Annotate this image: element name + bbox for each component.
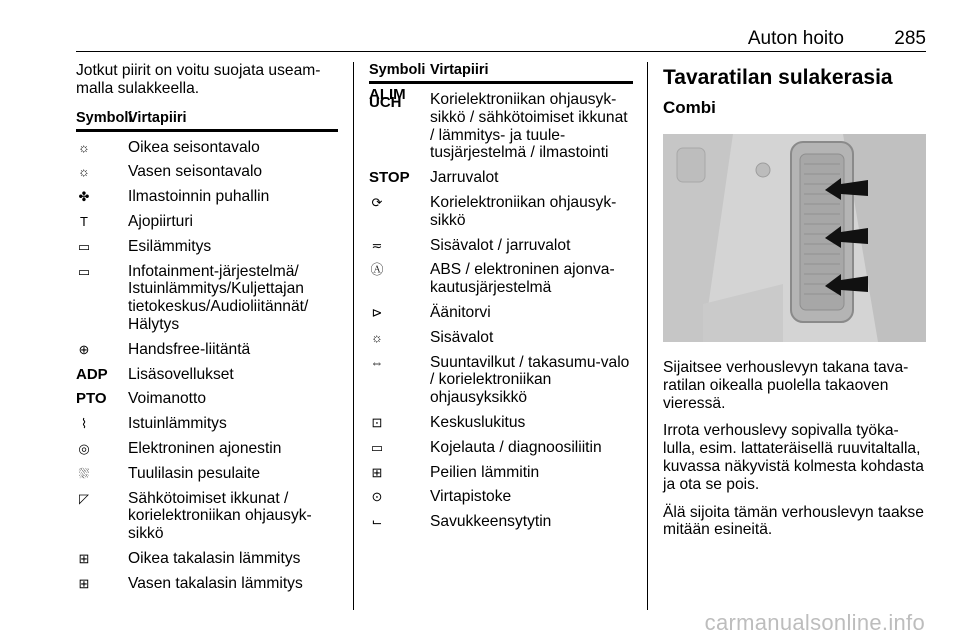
circuit-name: Istuinlämmitys bbox=[128, 415, 227, 433]
circuit-name: Lisäsovellukset bbox=[128, 365, 234, 383]
abs-icon: Ⓐ bbox=[370, 262, 384, 278]
mirror-heating-icon: ⊞ bbox=[371, 464, 383, 480]
circuit-name: Sähkötoimiset ikkunat / korielektroniikan ohjausyk-sikkö bbox=[128, 489, 312, 543]
table-row bbox=[369, 237, 633, 255]
table-row bbox=[76, 341, 338, 359]
interior-lamp-icon: ☼ bbox=[371, 329, 383, 345]
circuit-name: ABS / elektroninen ajonva-kautusjärjestelmä bbox=[430, 261, 615, 297]
symbol-text: ADP bbox=[76, 365, 108, 383]
body-control-icon bbox=[369, 194, 430, 212]
circuit-name: Esilämmitys bbox=[128, 237, 212, 255]
table-header bbox=[369, 62, 633, 84]
tachograph-icon bbox=[76, 213, 128, 231]
infotainment-icon bbox=[76, 263, 128, 281]
right-parking-light-icon bbox=[76, 139, 128, 157]
page-header bbox=[76, 28, 926, 52]
power-window-icon bbox=[76, 490, 128, 508]
intro-text: Jotkut piirit on voitu suojata useam-malla sulakkeella. bbox=[76, 62, 321, 97]
fuse-box-illustration bbox=[663, 134, 926, 342]
table-row bbox=[369, 169, 633, 187]
mirror-heating-icon bbox=[369, 464, 430, 482]
left-parking-light-icon: ☼ bbox=[78, 164, 90, 180]
column-3 bbox=[663, 62, 926, 539]
preheating-icon: ▭ bbox=[77, 238, 91, 254]
power-steering-icon bbox=[76, 440, 128, 458]
instrument-panel-icon bbox=[369, 439, 430, 457]
header-symbol: Symboli bbox=[76, 109, 133, 126]
circuit-name: Sisävalot bbox=[430, 328, 494, 346]
table-row bbox=[369, 354, 633, 407]
tachograph-icon: T bbox=[80, 213, 88, 229]
symbol-text: PTO bbox=[76, 390, 107, 408]
paragraph-removal: Irrota verhouslevy sopivalla työka-lulla, esim. lattateräisellä ruuvitaltalla, kuvassa näkyvistä kolmesta kohdasta ja ota se pois. bbox=[663, 422, 924, 493]
table-header bbox=[76, 110, 338, 132]
header-symbol: Symboli bbox=[369, 62, 426, 78]
fuse-table bbox=[369, 86, 633, 531]
column-divider bbox=[353, 62, 354, 610]
fuse-box-photo bbox=[663, 134, 926, 342]
interior-lamp-icon bbox=[369, 329, 430, 347]
seat-heating-icon bbox=[76, 415, 128, 433]
circuit-name: Korielektroniikan ohjausyk-sikkö / sähkötoimiset ikkunat / lämmitys- ja tuule-tusjärjestelmä / ilmastointi bbox=[430, 91, 628, 162]
circuit-name: Oikea takalasin lämmitys bbox=[128, 549, 301, 567]
right-mirror-heating-icon: ⊞ bbox=[78, 550, 90, 566]
table-row bbox=[76, 415, 338, 433]
preheating-icon bbox=[76, 238, 128, 256]
fuse-table bbox=[76, 139, 338, 593]
column-1 bbox=[76, 62, 338, 593]
seat-heating-icon: ⌇ bbox=[80, 416, 88, 432]
instrument-panel-icon: ▭ bbox=[370, 439, 384, 455]
fan-icon bbox=[76, 188, 128, 206]
cigarette-lighter-icon bbox=[369, 513, 430, 531]
header-circuit: Virtapiiri bbox=[128, 109, 187, 126]
washer-icon: ⛆ bbox=[78, 465, 90, 481]
circuit-name: Infotainment-järjestelmä/ Istuinlämmitys/Kuljettajan tietokeskus/Audioliitännät/ Hälytys bbox=[128, 262, 309, 333]
paragraph-warning: Älä sijoita tämän verhouslevyn taakse mitään esineitä. bbox=[663, 503, 924, 539]
symbol-text: STOP bbox=[369, 169, 410, 187]
column-2 bbox=[369, 62, 633, 531]
table-row bbox=[76, 213, 338, 231]
table-row bbox=[76, 465, 338, 483]
table-row bbox=[76, 366, 338, 384]
watermark: carmanualsonline.info bbox=[704, 610, 925, 635]
circuit-name: Handsfree-liitäntä bbox=[128, 340, 251, 358]
circuit-name: Suuntavilkut / takasumu-valo / korielektroniikan ohjausyksikkö bbox=[430, 353, 630, 407]
circuit-name: Ajopiirturi bbox=[128, 212, 193, 230]
circuit-name: Virtapistoke bbox=[430, 488, 512, 506]
table-row bbox=[76, 263, 338, 334]
power-socket-icon: ⊙ bbox=[371, 489, 383, 505]
circuit-name: Savukkeensytytin bbox=[430, 513, 552, 531]
left-mirror-heating-icon bbox=[76, 575, 128, 593]
circuit-name: Elektroninen ajonestin bbox=[128, 439, 282, 457]
circuit-name: Ilmastoinnin puhallin bbox=[128, 188, 270, 206]
table-row bbox=[76, 550, 338, 568]
circuit-name: Jarruvalot bbox=[430, 169, 499, 187]
table-row bbox=[369, 488, 633, 506]
column-divider bbox=[647, 62, 648, 610]
table-row bbox=[369, 464, 633, 482]
turn-signal-icon bbox=[369, 354, 430, 372]
central-lock-icon: ⊡ bbox=[371, 414, 383, 430]
circuit-name: Voimanotto bbox=[128, 390, 207, 408]
table-row bbox=[369, 194, 633, 230]
paragraph-location: Sijaitsee verhouslevyn takana tava-ratilan oikealla puolella takaoven vieressä. bbox=[663, 359, 909, 412]
turn-signal-icon: ⇔ bbox=[370, 354, 384, 370]
cigarette-lighter-icon: ⌙ bbox=[371, 514, 383, 530]
table-row bbox=[369, 261, 633, 297]
circuit-name: Keskuslukitus bbox=[430, 413, 526, 431]
power-window-icon: ◸ bbox=[79, 490, 89, 506]
circuit-name: Vasen takalasin lämmitys bbox=[128, 574, 303, 592]
table-row bbox=[76, 188, 338, 206]
handsfree-icon bbox=[76, 341, 128, 359]
page-number: 285 bbox=[894, 28, 926, 49]
handsfree-icon: ⊕ bbox=[78, 341, 90, 357]
symbol-text: ALIM UCH bbox=[369, 86, 406, 111]
circuit-name: Vasen seisontavalo bbox=[128, 163, 263, 181]
table-row bbox=[369, 414, 633, 432]
circuit-name: Kojelauta / diagnoosiliitin bbox=[430, 438, 602, 456]
horn-icon: ⊳ bbox=[371, 304, 383, 320]
right-mirror-heating-icon bbox=[76, 550, 128, 568]
left-mirror-heating-icon: ⊞ bbox=[78, 575, 90, 591]
fan-icon: ✤ bbox=[78, 189, 90, 205]
body-control-icon: ⟳ bbox=[371, 194, 383, 210]
horn-icon bbox=[369, 304, 430, 322]
circuit-name: Korielektroniikan ohjausyk-sikkö bbox=[430, 193, 617, 229]
circuit-name: Oikea seisontavalo bbox=[128, 138, 260, 156]
interior-light-icon: ≂ bbox=[371, 237, 383, 253]
circuit-name: Peilien lämmitin bbox=[430, 463, 540, 481]
table-row bbox=[76, 139, 338, 157]
table-row bbox=[76, 163, 338, 181]
infotainment-icon: ▭ bbox=[77, 263, 91, 279]
section-title: Auton hoito bbox=[747, 28, 844, 49]
table-row bbox=[76, 440, 338, 458]
subsection-heading: Combi bbox=[663, 98, 716, 117]
interior-light-icon bbox=[369, 237, 430, 255]
abs-icon bbox=[369, 261, 430, 279]
power-socket-icon bbox=[369, 488, 430, 506]
table-row bbox=[76, 575, 338, 593]
header-circuit: Virtapiiri bbox=[430, 62, 489, 78]
right-parking-light-icon: ☼ bbox=[78, 139, 90, 155]
washer-icon bbox=[76, 465, 128, 483]
circuit-name: Äänitorvi bbox=[430, 303, 491, 321]
power-steering-icon: ◎ bbox=[78, 440, 90, 456]
table-row bbox=[76, 390, 338, 408]
central-lock-icon bbox=[369, 414, 430, 432]
table-row bbox=[369, 329, 633, 347]
table-row bbox=[369, 513, 633, 531]
table-row bbox=[369, 86, 633, 162]
header-rule bbox=[76, 51, 926, 52]
circuit-name: Sisävalot / jarruvalot bbox=[430, 236, 571, 254]
left-parking-light-icon bbox=[76, 163, 128, 181]
table-row bbox=[369, 439, 633, 457]
table-row bbox=[76, 490, 338, 543]
circuit-name: Tuulilasin pesulaite bbox=[128, 464, 261, 482]
table-row bbox=[76, 238, 338, 256]
table-row bbox=[369, 304, 633, 322]
section-heading: Tavaratilan sulakerasia bbox=[663, 66, 893, 89]
